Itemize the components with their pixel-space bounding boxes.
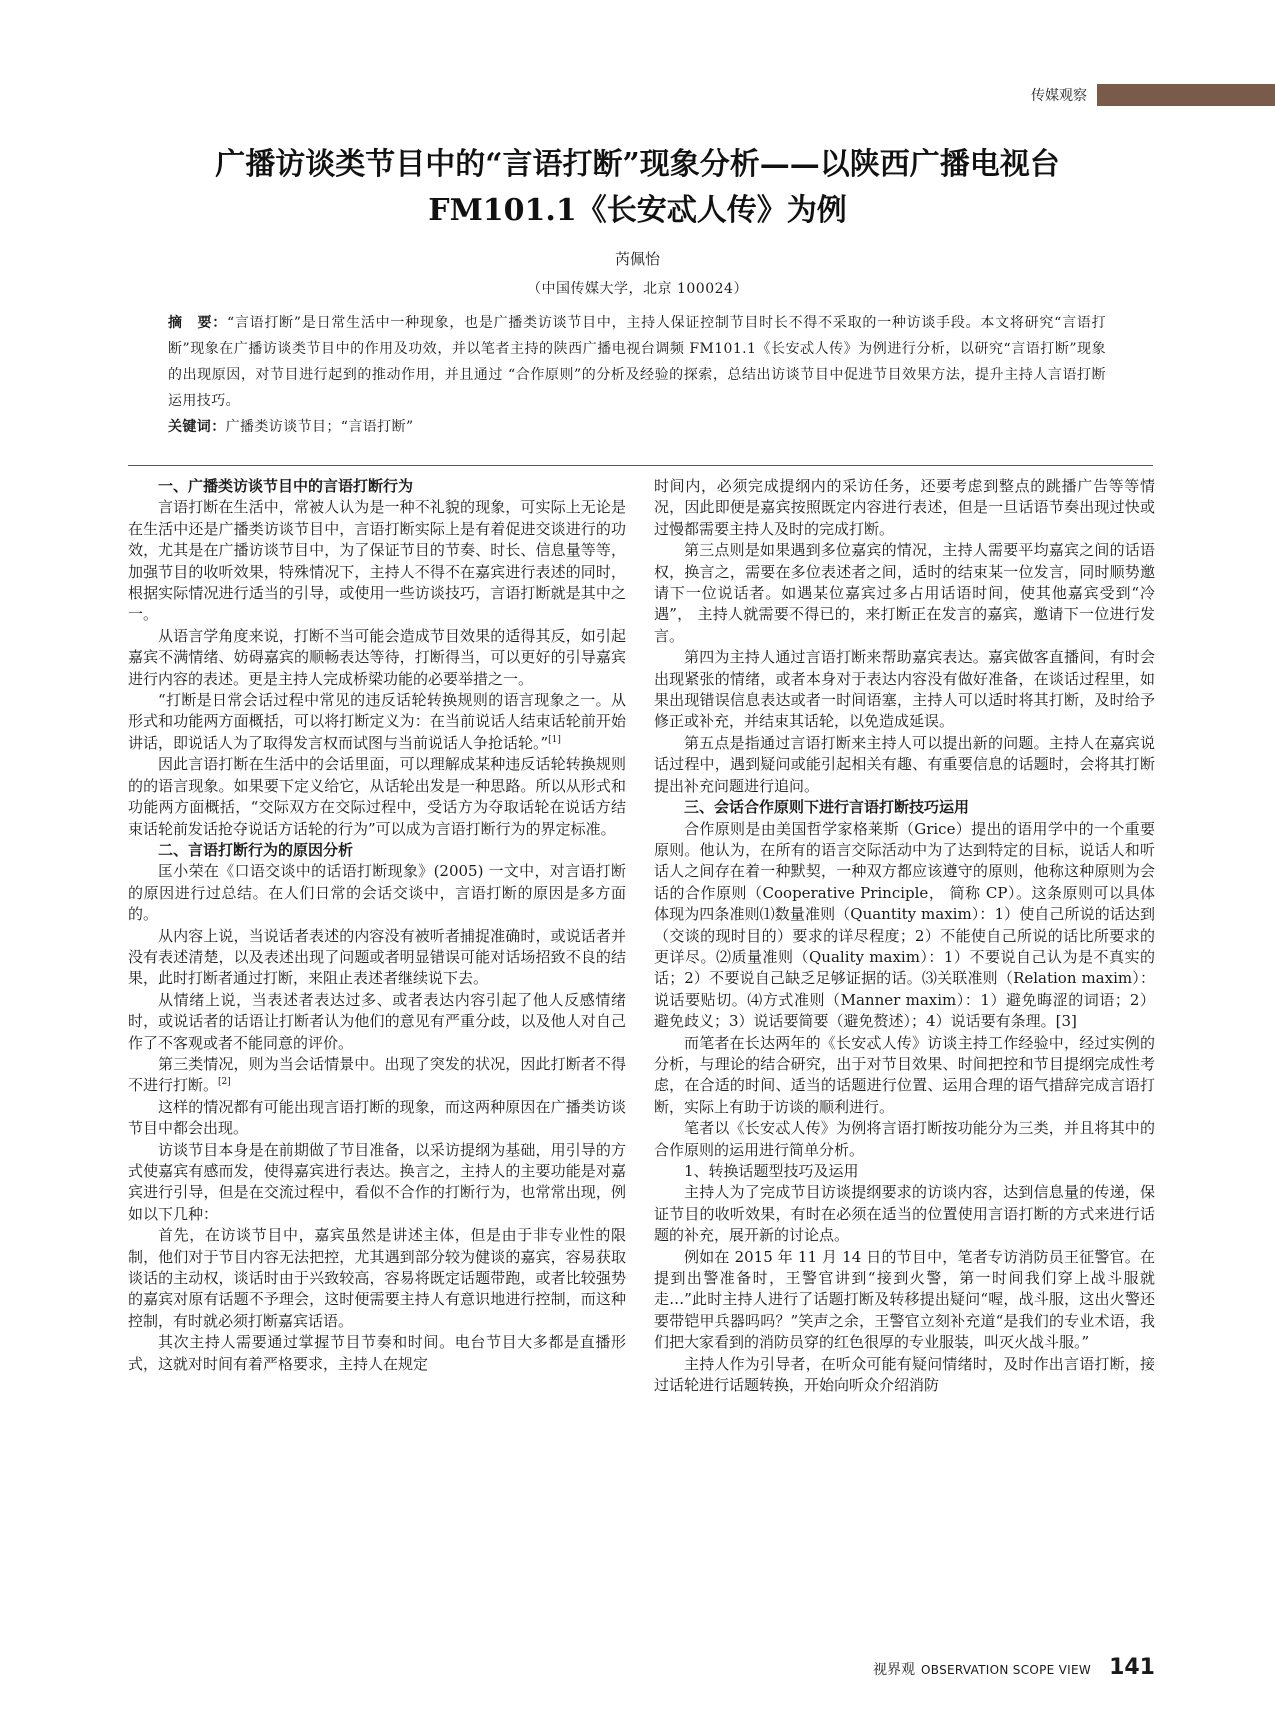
keywords-text: 广播类访谈节目；“言语打断” (225, 419, 414, 435)
page-number: 141 (1109, 1655, 1155, 1680)
section-heading-1: 一、广播类访谈节目中的言语打断行为 (158, 477, 414, 495)
paragraph: 合作原则是由美国哲学家格莱斯（Grice）提出的语用学中的一个重要原则。他认为，在所有的语言交际活动中为了达到特定的目标，说话人和听话人之间存在着一种默契，一种双方都应该遵守的原则，他称这种原则为会话的合作原则（Cooperative Principle， 简称 CP）。这条原则可以具体体现为四条准则⑴数量准则（Quantity maxim）：1）使自己所说的话达到（交谈的现时目的）要求的详尽程度；2）不能使自己所说的话比所要求的更详尽。⑵质量准则（Quality maxim）：1）不要说自己认为是不真实的话；2）不要说自己缺乏足够证据的话。⑶关联准则（Relation maxim）：说话要贴切。⑷方式准则（Manner maxim）：1）避免晦涩的词语；2）避免歧义；3）说话要简要（避免赘述）；4）说话要有条理。[3] (654, 819, 1155, 1031)
paragraph: 首先，在访谈节目中，嘉宾虽然是讲述主体，但是由于非专业性的限制，他们对于节目内容无法把控，尤其遇到部分较为健谈的嘉宾，容易获取谈话的主动权，谈话时由于兴致较高，容易将既定话题带跑，或者比较强势的嘉宾对原有话题不予理会，这时便需要主持人有意识地进行控制，而这种控制，有时就必须打断嘉宾话语。 (128, 1226, 626, 1330)
abstract-text: “言语打断”是日常生活中一种现象，也是广播类访谈节目中，主持人保证控制节目时长不得不采取的一种访谈手段。本文将研究“言语打断”现象在广播访谈类节目中的作用及功效，并以笔者主持的陕西广播电视台调频 FM101.1《长安忒人传》为例进行分析，以研究“言语打断”现象的出现原因，对节目进行起到的推动作用，并且通过 “合作原则”的分析及经验的探索，总结出访谈节目中促进节目效果方法，提升主持人言语打断运用技巧。 (168, 315, 1106, 409)
author-affiliation: （中国传媒大学，北京 100024） (527, 281, 748, 297)
journal-name: 视界观 (873, 1662, 916, 1678)
paragraph: 例如在 2015 年 11 月 14 日的节目中，笔者专访消防员王征警官。在提到出警准备时，王警官讲到“接到火警，第一时间我们穿上战斗服就走…”此时主持人进行了话题打断及转移提出疑问“喔，战斗服，这出火警还要带铠甲兵器吗吗？”笑声之余，王警官立刻补充道“是我们的专业术语，我们把大家看到的消防员穿的红色很厚的专业服装，叫灭火战斗服。” (654, 1247, 1155, 1352)
paragraph-continued: 时间内，必须完成提纲内的采访任务，还要考虑到整点的跳播广告等等情况，因此即便是嘉宾按照既定内容进行表述，但是一旦话语节奏出现过快或过慢都需要主持人及时的完成打断。 (654, 477, 1155, 538)
page-footer (873, 1655, 1155, 1680)
section-tag (1031, 84, 1275, 106)
section-heading-3: 三、会话合作原则下进行言语打断技巧运用 (684, 798, 970, 817)
keywords-label: 关键词： (168, 419, 226, 435)
abstract-label: 摘 要： (168, 315, 228, 331)
paragraph (128, 690, 626, 754)
paragraph: 因此言语打断在生活中的会话里面，可以理解成某种违反话轮转换规则的的语言现象。如果要下定义给它，从话轮出发是一种思路。所以从形式和功能两方面概括，“交际双方在交际过程中，受话方为夺取话轮在说话方结束话轮前发话抢夺说话方话轮的行为”可以成为言语打断行为的界定标准。 (128, 755, 626, 838)
paragraph (128, 1054, 626, 1097)
paragraph: 访谈节目本身是在前期做了节目准备，以采访提纲为基础，用引导的方式使嘉宾有感而发，使得嘉宾进行表达。换言之，主持人的主要功能是对嘉宾进行引导，但是在交流过程中，看似不合作的打断行为，也常常出现，例如以下几种： (128, 1140, 626, 1223)
right-column (654, 476, 1155, 1396)
keywords (168, 414, 1106, 440)
section-color-bar (1097, 84, 1275, 106)
paragraph-text: 第三类情况，则为当会话情景中。出现了突发的状况，因此打断者不得不进行打断。 (128, 1054, 626, 1095)
abstract-block (168, 310, 1106, 440)
citation-ref: [1] (548, 734, 561, 745)
author-name: 芮佩怡 (614, 250, 660, 268)
paragraph: 从语言学角度来说，打断不当可能会造成节目效果的适得其反，如引起嘉宾不满情绪、妨碍嘉宾的顺畅表达等待，打断得当，可以更好的引导嘉宾进行内容的表述。更是主持人完成桥梁功能的必要举措之一。 (128, 626, 626, 688)
left-column (128, 476, 626, 1375)
paragraph: 这样的情况都有可能出现言语打断的现象，而这两种原因在广播类访谈节目中都会出现。 (128, 1097, 626, 1138)
paragraph: 第四为主持人通过言语打断来帮助嘉宾表达。嘉宾做客直播间，有时会出现紧张的情绪，或者本身对于表达内容没有做好准备，在谈话过程里，如果出现错误信息表达或者一时间语塞，主持人可以适时将其打断，及时给予修正或补充，并结束其话轮，以免造成延误。 (654, 648, 1155, 731)
paragraph: 其次主持人需要通过掌握节目节奏和时间。电台节目大多都是直播形式，这就对时间有着严格要求，主持人在规定 (128, 1333, 626, 1373)
abstract-paragraph (168, 310, 1106, 414)
paragraph: 而笔者在长达两年的《长安忒人传》访谈主持工作经验中，经过实例的分析，与理论的结合研究，出于对节目效果、时间把控和节目提纲完成性考虑，在合适的时间、适当的话题进行位置、运用合理的语气措辞完成言语打断，实际上有助于访谈的顺利进行。 (654, 1033, 1155, 1116)
journal-name-en: OBSERVATION SCOPE VIEW (921, 1663, 1092, 1677)
paragraph: 主持人为了完成节目访谈提纲要求的访谈内容，达到信息量的传递，保证节目的收听效果，有时在必须在适当的位置使用言语打断的方式来进行话题的补充，展开新的讨论点。 (654, 1183, 1155, 1245)
quote-text: “打断是日常会话过程中常见的违反话轮转换规则的语言现象之一。从形式和功能两方面概括，可以将打断定义为：在当前说话人结束话轮前开始讲话，即说话人为了取得发言权而试图与当前说话人争抢话轮。” (128, 691, 626, 752)
paragraph: 从情绪上说，当表述者表达过多、或者表达内容引起了他人反感情绪时，或说话者的话语让打断者认为他们的意见有严重分歧，以及他人对自己作了不客观或者不能同意的评价。 (128, 990, 626, 1052)
citation-ref: [2] (218, 1077, 231, 1088)
section-heading-2: 二、言语打断行为的原因分析 (158, 840, 354, 859)
paragraph: 第三点则是如果遇到多位嘉宾的情况，主持人需要平均嘉宾之间的话语权，换言之，需要在多位表述者之间，适时的结束某一位发言，同时顺势邀请下一位说话者。如遇某位嘉宾过多占用话语时间，使其他嘉宾受到“冷遇”， 主持人就需要不得已的，来打断正在发言的嘉宾，邀请下一位进行发言。 (654, 541, 1155, 645)
paragraph: 言语打断在生活中，常被人认为是一种不礼貌的现象，可实际上无论是在生活中还是广播类访谈节目中，言语打断实际上是有着促进交谈进行的功效，尤其是在广播访谈节目中，为了保证节目的节奏、时长、信息量等等，加强节目的收听效果，特殊情况下，主持人不得不在嘉宾进行表述的同时，根据实际情况进行适当的引导，或使用一些访谈技巧，言语打断就是其中之一。 (128, 498, 626, 624)
paragraph: 笔者以《长安忒人传》为例将言语打断按功能分为三类，并且将其中的合作原则的运用进行简单分析。 (654, 1119, 1155, 1159)
section-label: 传媒观察 (1031, 88, 1087, 104)
paragraph: 从内容上说，当说话者表述的内容没有被听者捕捉准确时，或说话者并没有表述清楚，以及表述出现了问题或者明显错误可能对话场招致不良的结果，此时打断者通过打断，来阻止表述者继续说下去。 (128, 926, 626, 988)
subsection-heading: 1、转换话题型技巧及运用 (684, 1162, 859, 1180)
paragraph: 第五点是指通过言语打断来主持人可以提出新的问题。主持人在嘉宾说话过程中，遇到疑问或能引起相关有趣、有重要信息的话题时，会将其打断提出补充问题进行追问。 (654, 733, 1155, 795)
abstract-divider (128, 465, 1153, 466)
article-title-line1: 广播访谈类节目中的“言语打断”现象分析——以陕西广播电视台 (215, 147, 1060, 182)
article-title-line2: FM101.1《长安忒人传》为例 (428, 193, 847, 228)
paragraph: 主持人作为引导者，在听众可能有疑问情绪时，及时作出言语打断，接过话轮进行话题转换，开始向听众介绍消防 (654, 1354, 1155, 1395)
paragraph: 匡小荣在《口语交谈中的话语打断现象》(2005) 一文中，对言语打断的原因进行过总结。在人们日常的会话交谈中，言语打断的原因是多方面的。 (128, 862, 626, 924)
